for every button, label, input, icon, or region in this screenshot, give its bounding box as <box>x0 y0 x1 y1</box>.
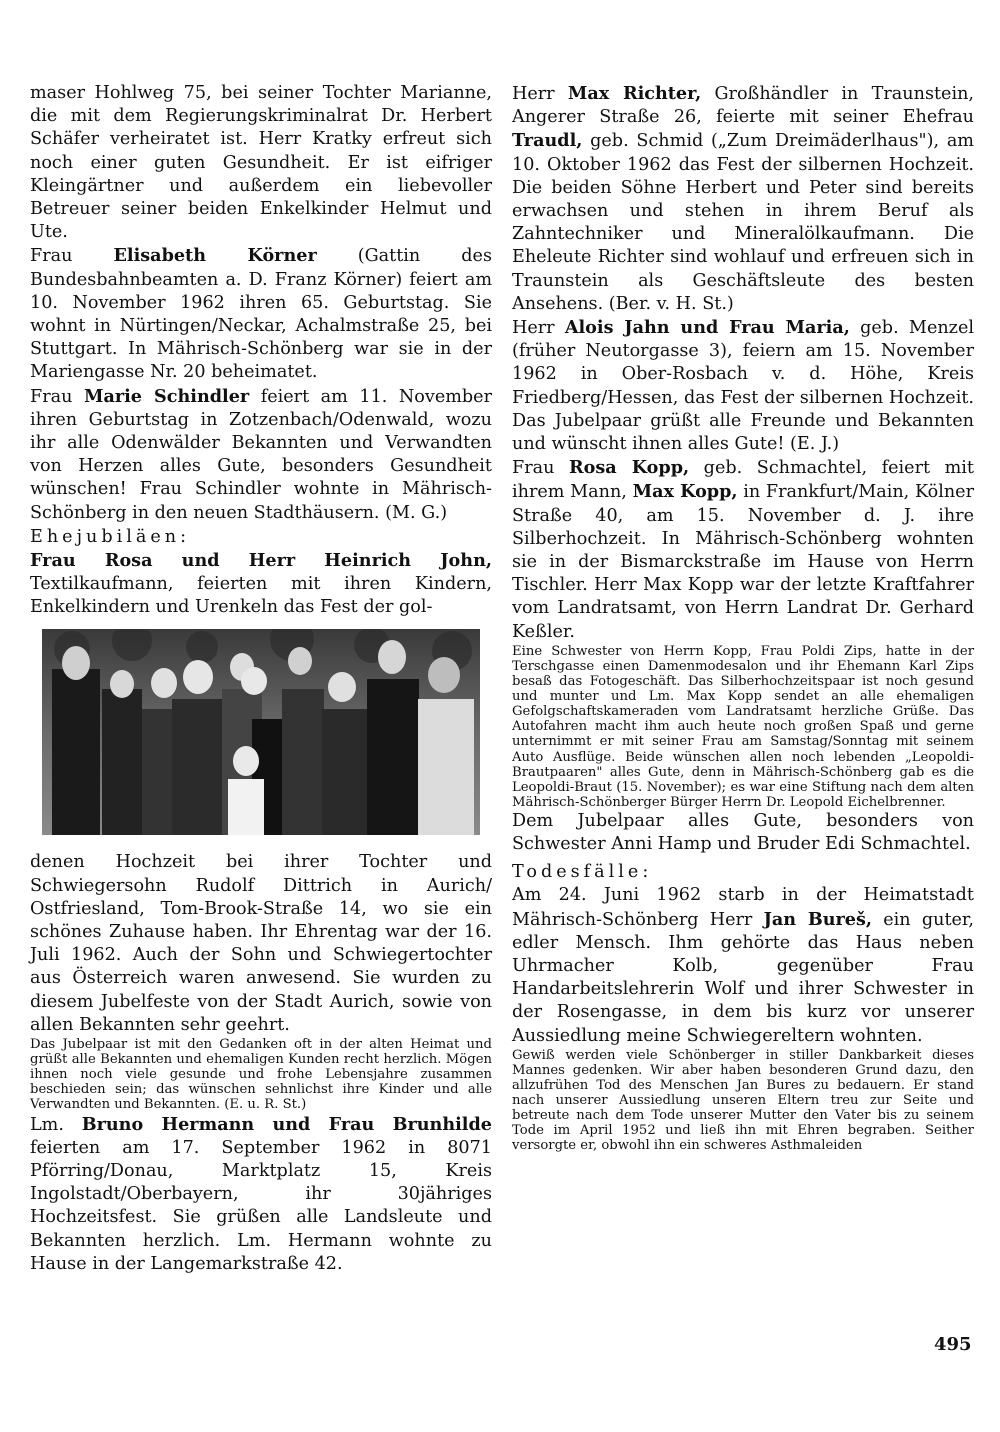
john-names: Frau Rosa und Herr Heinrich John, <box>30 549 492 571</box>
bures-paragraph: Am 24. Juni 1962 starb in der Heimatstadt Mährisch-Schönberg Herr Jan Bureš, ein guter, edler Mensch. Ihm gehörte das Haus neben Uhrmacher Kolb, gegenüber Frau Handarbeitslehrerin Wolf und ihrer Schwester in der Rosengasse, in dem bis kurz vor unserer Aussiedlung meine Schwiegereltern wohnten. <box>512 885 974 1046</box>
kratky-paragraph: maser Hohlweg 75, bei seiner Tochter Marianne, die mit dem Regierungskriminalrat Dr. Herbert Schäfer verheiratet ist. Herr Kratky erfreut sich noch einer guten Gesundheit. Er ist eifriger Kleingärtner und außerdem ein liebevoller Betreuer seiner beiden Enkelkinder Helmut und Ute. <box>30 83 492 243</box>
page-number: 495 <box>934 1334 972 1355</box>
schindler-name: Marie Schindler <box>83 385 250 407</box>
koerner-paragraph: Frau Elisabeth Körner (Gattin des Bundesbahnbeamten a. D. Franz Körner) feiert am 10. November 1962 ihren 65. Geburtstag. Sie wohnt in Nürtingen/Neckar, Achalmstraße 25, bei Stuttgart. In Mährisch-Schönberg war sie in der Mariengasse Nr. 20 beheimatet. <box>30 245 492 383</box>
group-photo <box>42 629 480 835</box>
dittrich-paragraph: denen Hochzeit bei ihrer Tochter und Schwiegersohn Rudolf Dittrich in Aurich/ Ostfriesland, Tom-Brook-Straße 14, wo sie ein schönes Zuhause haben. Ihr Ehrentag war der 16. Juli 1962. Auch der Sohn und Schwiegertochter aus Österreich waren anwesend. Sie wurden zu diesem Jubelfeste von der Stadt Aurich, sowie von allen Bekannten sehr geehrt. <box>30 852 492 1035</box>
kopp-paragraph: Frau Rosa Kopp, geb. Schmachtel, feiert mit ihrem Mann, Max Kopp, in Frankfurt/Main, Kölner Straße 40, am 15. November d. J. ihre Silberhochzeit. In Mährisch-Schönberg wohnten sie in der Bismarckstraße im Hause von Herrn Tischler. Herr Max Kopp war der letzte Kraftfahrer vom Landratsamt, von Herrn Landrat Dr. Gerhard Keßler. <box>512 457 974 642</box>
jahn-paragraph: Herr Alois Jahn und Frau Maria, geb. Menzel (früher Neutorgasse 3), feiern am 15. November 1962 in Ober-Rosbach v. d. Höhe, Kreis Friedberg/Hessen, das Fest der silbernen Hochzeit. Das Jubelpaar grüßt alle Freunde und Bekannten und wünscht ihnen alles Gute! (E. J.) <box>512 317 974 455</box>
kopp-details-small: Eine Schwester von Herrn Kopp, Frau Poldi Zips, hatte in der Terschgasse einen Damenmodesalon und ihr Ehemann Karl Zips besaß das Fotogeschäft. Das Silberhochzeitspaar ist noch gesund und munter und Lm. Max Kopp sendet an alle ehemaligen Gefolgschaftskameraden vom Landratsamt herzliche Grüße. Das Autofahren macht ihm auch heute noch großen Spaß und gerne unternimmt er mit seiner Frau am Samstag/Sonntag mit seinem Auto Ausflüge. Beide wünschen allen noch lebenden „Leopoldi-Brautpaaren" alles Gute, denn in Mährisch-Schönberg gab es die Leopoldi-Braut (15. November); es war eine Stiftung nach dem alten Mährisch-Schönberger Bürger Herrn Dr. Leopold Eichelbrenner. <box>512 643 974 810</box>
hermann-names: Bruno Hermann und Frau Brunhilde <box>81 1113 492 1135</box>
section-heading-ehejubilaeen: Ehejubiläen: <box>30 526 191 547</box>
traudl-name: Traudl, <box>512 130 583 152</box>
john-greeting-small: Das Jubelpaar ist mit den Gedanken oft in der alten Heimat und grüßt alle Bekannten und ehemaligen Kunden recht herzlich. Mögen ihnen noch viele gesunde und frohe Lebensjahre zusammen beschieden sein; das wünschen sehnlichst ihre Kinder und alle Verwandten und Bekannten. (E. u. R. St.) <box>30 1037 492 1113</box>
max-kopp-name: Max Kopp, <box>632 481 738 503</box>
john-paragraph: Frau Rosa und Herr Heinrich John, Textilkaufmann, feierten mit ihren Kindern, Enkelkindern und Urenkeln das Fest der gol- <box>30 549 492 618</box>
jubelpaar-wishes: Dem Jubelpaar alles Gute, besonders von Schwester Anni Hamp und Bruder Edi Schmachtel. <box>512 810 974 855</box>
richter-paragraph: Herr Max Richter, Großhändler in Traunstein, Angerer Straße 26, feierte mit seiner Ehefrau Traudl, geb. Schmid („Zum Dreimäderlhaus"), am 10. Oktober 1962 das Fest der silbernen Hochzeit. Die beiden Söhne Herbert und Peter sind bereits erwachsen und stehen in ihrem Beruf als Zahntechniker und Mineralölkaufmann. Die Eheleute Richter sind wohlauf und erfreuen sich in Traunstein als Geschäftsleute des besten Ansehens. (Ber. v. H. St.) <box>512 83 975 314</box>
right-column <box>512 82 974 1153</box>
rosa-kopp-name: Rosa Kopp, <box>569 457 690 479</box>
hermann-paragraph: Lm. Bruno Hermann und Frau Brunhilde feierten am 17. September 1962 in 8071 Pförring/Donau, Marktplatz 15, Kreis Ingolstadt/Oberbayern, ihr 30jähriges Hochzeitsfest. Sie grüßen alle Landsleute und Bekannten herzlich. Lm. Hermann wohnte zu Hause in der Langemarkstraße 42. <box>30 1113 492 1274</box>
left-column <box>30 82 492 1276</box>
jahn-names: Alois Jahn und Frau Maria, <box>564 317 850 339</box>
koerner-name: Elisabeth Körner <box>113 245 317 267</box>
schindler-paragraph: Frau Marie Schindler feiert am 11. November ihren Geburtstag in Zotzenbach/Odenwald, wozu ihr alle Odenwälder Bekannten und Verwandten von Herzen alles Gute, besonders Gesundheit wünschen! Frau Schindler wohnte in Mährisch-Schönberg in den neuen Stadthäusern. (M. G.) <box>30 385 492 523</box>
section-heading-todesfaelle: Todesfälle: <box>512 862 653 883</box>
bures-details-small: Gewiß werden viele Schönberger in stiller Dankbarkeit dieses Mannes gedenken. Wir aber haben besonderen Grund dazu, den allzufrühen Tod des Menschen Jan Bures zu bedauern. Er stand nach unserer Aussiedlung unseren Eltern treu zur Seite und betreute nach dem Tode unserer Mutter den Vater bis zu seinem Tode im April 1952 und ließ ihn mit Ehren begraben. Seither versorgte er, obwohl ihn ein schweres Asthmaleiden <box>512 1047 974 1154</box>
richter-name: Max Richter, <box>567 83 702 104</box>
bures-name: Jan Bureš, <box>763 908 873 930</box>
